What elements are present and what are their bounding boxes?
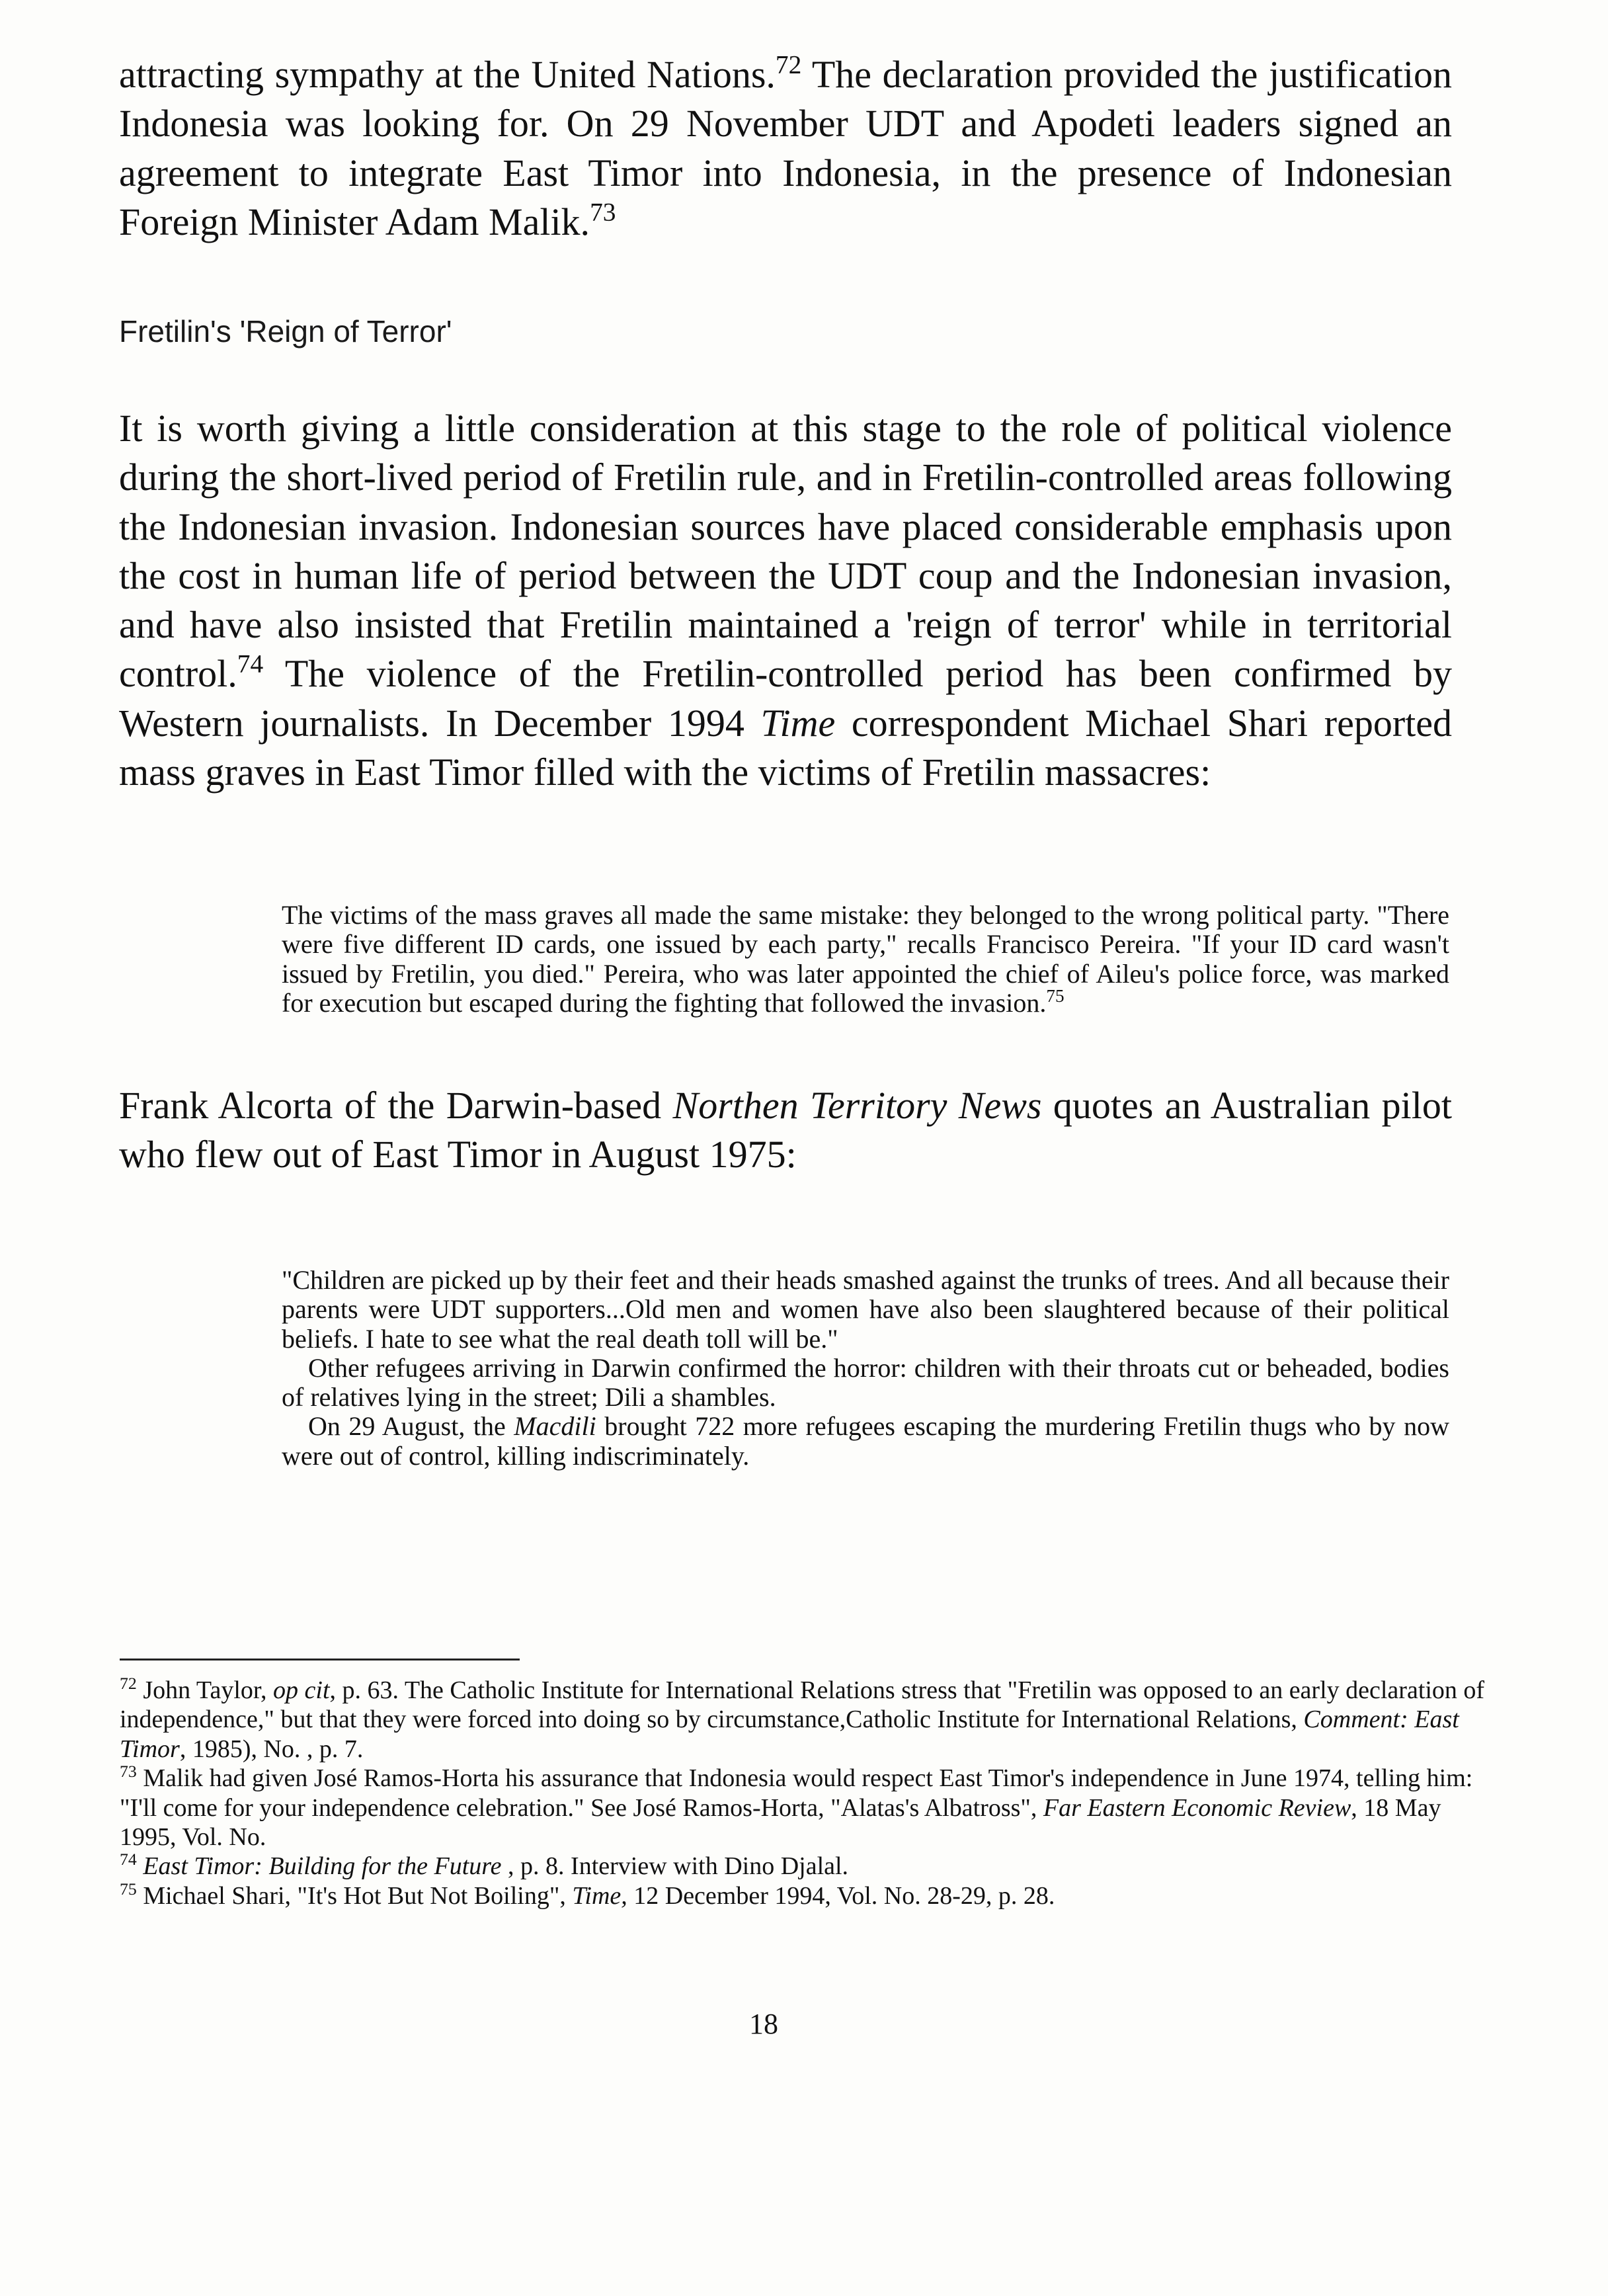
text-run: On 29 August, the — [308, 1411, 514, 1442]
footnote-number: 75 — [120, 1879, 137, 1899]
footnote-72 — [120, 1673, 1486, 1764]
publication-title: Time — [760, 701, 836, 745]
italic-run: op cit — [273, 1676, 330, 1704]
block-quote-alcorta — [282, 1266, 1449, 1471]
italic-run: Time, — [572, 1881, 627, 1910]
quote-paragraph: Other refugees arriving in Darwin confirmed the horror: children with their throats cut or beheaded, bodies of relatives lying in the street; Dili a shambles. — [282, 1352, 1449, 1413]
text-run: 12 December 1994, Vol. No. 28-29, p. 28. — [627, 1881, 1055, 1910]
block-quote-shari — [282, 901, 1449, 1018]
text-run: quotes an Australian pilot who flew out of East Timor in August 1975: — [119, 1084, 1452, 1176]
quote-paragraph — [282, 901, 1449, 1018]
text-run: , 18 May 1995, Vol. No. — [120, 1793, 1441, 1852]
section-heading: Fretilin's 'Reign of Terror' — [119, 314, 452, 348]
text-run: attracting sympathy at the United Nations. — [119, 53, 776, 96]
italic-run: Comment: East Timor — [120, 1705, 1459, 1763]
publication-title: Northen Territory News — [672, 1084, 1042, 1127]
text-run: Frank Alcorta of the Darwin-based — [119, 1084, 673, 1127]
text-run: correspondent Michael Shari reported mass graves in East Timor filled with the victims of Fretilin massacres: — [119, 701, 1453, 794]
body-paragraph-alcorta — [119, 1081, 1452, 1180]
text-run: , p. 8. Interview with Dino Djalal. — [501, 1852, 849, 1881]
body-paragraph-intro — [119, 50, 1452, 247]
footnote-ref-73: 73 — [590, 197, 616, 227]
text-run: Michael Shari, "It's Hot But Not Boiling", — [136, 1881, 573, 1910]
text-run: Malik had given José Ramos-Horta his assurance that Indonesia would respect East Timor's independence in June 1974, telling him: "I'll come for your independence celebration." See José Ramos-Horta, "Alatas's Albatross", — [120, 1764, 1473, 1822]
footnote-number: 73 — [120, 1762, 137, 1782]
text-run: brought 722 more refugees escaping the murdering Fretilin thugs who by now were out of control, killing indiscriminately. — [282, 1411, 1449, 1471]
footnote-73 — [120, 1764, 1486, 1852]
quote-paragraph — [282, 1412, 1449, 1471]
text-run: The violence of the Fretilin-controlled period has been confirmed by Western journalists. In December 1994 — [119, 652, 1452, 745]
quote-paragraph: "Children are picked up by their feet and their heads smashed against the trunks of trees. And all because their parents were UDT supporters...Old men and women have also been slaughtered because of their political beliefs. I hate to see what the real death toll will be." — [282, 1265, 1449, 1354]
text-run: It is worth giving a little consideration at this stage to the role of political violence during the short-lived period of Fretilin rule, and in Fretilin-controlled areas following the Indonesian invasion. Indonesian sources have placed considerable emphasis upon the cost in human life of period between the UDT coup and the Indonesian invasion, and have also insisted that Fretilin maintained a 'reign of terror' while in territorial control. — [119, 407, 1452, 696]
text-run: , p. 63. The Catholic Institute for International Relations stress that "Fretilin was opposed to an early declaration of independence," but that they were forced into doing so by circumstance,Catholic Institute for International Relations, — [120, 1676, 1485, 1734]
footnote-number: 72 — [120, 1673, 137, 1693]
text-run: , 1985), No. , p. 7. — [179, 1735, 364, 1763]
italic-run: East Timor: Building for the Future — [136, 1852, 502, 1881]
body-paragraph-violence — [119, 404, 1452, 797]
footnote-74 — [120, 1852, 1486, 1881]
footnote-number: 74 — [120, 1850, 137, 1869]
page-number: 18 — [749, 2008, 778, 2040]
footnote-ref-74: 74 — [237, 649, 264, 678]
text-run: John Taylor, — [136, 1676, 274, 1704]
footnotes — [120, 1673, 1486, 1910]
text-run: The declaration provided the justification Indonesia was looking for. On 29 November UDT and Apodeti leaders signed an agreement to integrate East Timor into Indonesia, in the presence of Indonesian Foreign Minister Adam Malik. — [119, 53, 1452, 243]
ship-name: Macdili — [514, 1411, 596, 1442]
footnote-75 — [120, 1881, 1486, 1910]
footnote-ref-75: 75 — [1046, 985, 1065, 1006]
footnote-ref-72: 72 — [775, 50, 802, 79]
footnote-divider — [120, 1659, 520, 1660]
text-run: The victims of the mass graves all made the same mistake: they belonged to the wrong political party. "There were five different ID cards, one issued by each party," recalls Francisco Pereira. "If your ID card wasn't issued by Fretilin, you died." Pereira, who was later appointed the chief of Aileu's police force, was marked for execution but escaped during the fighting that followed the invasion. — [282, 900, 1449, 1018]
italic-run: Far Eastern Economic Review — [1043, 1793, 1351, 1822]
